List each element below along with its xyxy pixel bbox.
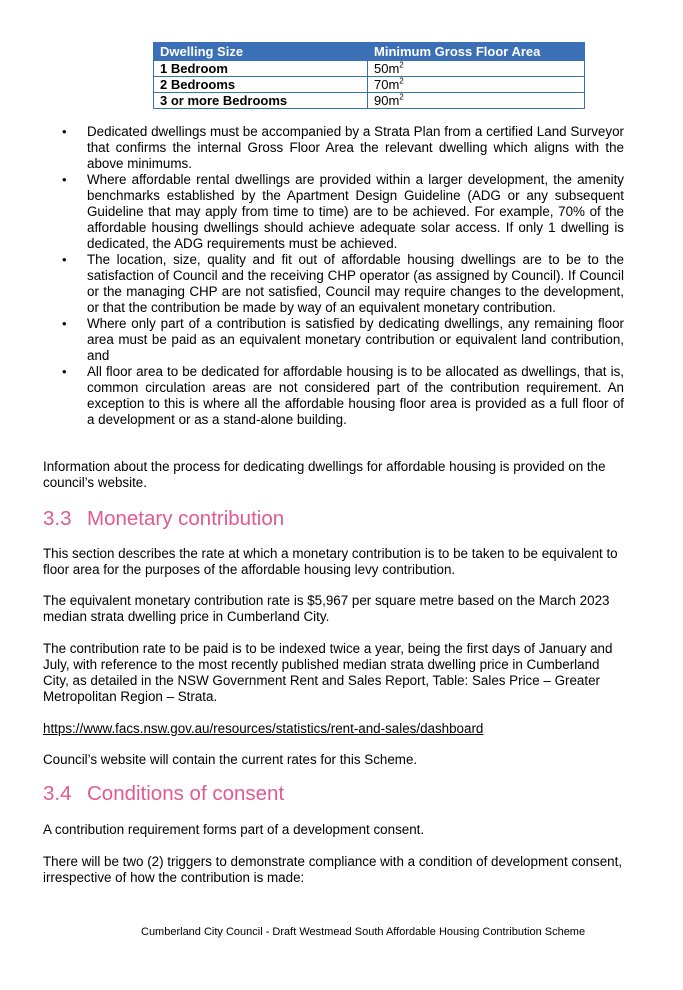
table-row bbox=[154, 77, 585, 93]
dedication-info-paragraph: Information about the process for dedicating dwellings for affordable housing is provided on the council’s website. bbox=[43, 459, 606, 490]
table-row bbox=[154, 61, 585, 77]
list-item: • Where only part of a contribution is satisfied by dedicating dwellings, any remaining floor area must be paid as an equivalent monetary contribution or equivalent land contribution, and bbox=[62, 316, 624, 363]
list-item: • All floor area to be dedicated for affordable housing is to be allocated as dwellings, that is, common circulation areas are not considered part of the contribution requirement. An exception to this is where all the affordable housing floor area is provided as a full floor of a development or as a stand-alone building. bbox=[62, 364, 624, 427]
requirements-bullet-list bbox=[43, 124, 624, 428]
table-header-row bbox=[154, 43, 585, 61]
list-item: • The location, size, quality and fit out of affordable housing dwellings are to be to the satisfaction of Council and the receiving CHP operator (as assigned by Council). If Council or the managing CHP are not satisfied, Council may require changes to the development, or that the contribution be made by way of an equivalent monetary contribution. bbox=[62, 252, 624, 315]
bullet-icon: • bbox=[62, 364, 67, 379]
current-rates-paragraph: Council’s website will contain the current rates for this Scheme. bbox=[43, 752, 418, 767]
rent-sales-link-line bbox=[43, 721, 625, 737]
section-3-4-intro: A contribution requirement forms part of a development consent. bbox=[43, 822, 425, 837]
bullet-icon: • bbox=[62, 252, 67, 267]
list-item: • Dedicated dwellings must be accompanied by a Strata Plan from a certified Land Surveyor that confirms the internal Gross Floor Area the relevant dwelling which aligns with the above minimums. bbox=[62, 124, 624, 171]
bullet-icon: • bbox=[62, 124, 67, 139]
table-cell-size: 3 or more Bedrooms bbox=[154, 93, 368, 109]
section-heading-3-3: 3.3 Monetary contribution bbox=[43, 507, 285, 530]
table-cell-area: $70m^2$ bbox=[368, 77, 585, 93]
table-row bbox=[154, 93, 585, 109]
floor-area-table bbox=[153, 42, 585, 109]
bullet-icon: • bbox=[62, 172, 67, 187]
indexation-paragraph: The contribution rate to be paid is to be indexed twice a year, being the first days of January and July, with reference to the most recently published median strata dwelling price in Cumberland City, as detailed in the NSW Government Rent and Sales Report, Table: Sales Price – Greater Metropolitan Region – Strata. bbox=[43, 641, 613, 704]
section-heading-3-4: 3.4 Conditions of consent bbox=[43, 782, 285, 805]
bullet-icon: • bbox=[62, 316, 67, 331]
table-header-dwelling-size: Dwelling Size bbox=[154, 43, 368, 61]
table-header-min-gfa: Minimum Gross Floor Area bbox=[368, 43, 585, 61]
list-item: • Where affordable rental dwellings are provided within a larger development, the amenity benchmarks established by the Apartment Design Guideline (ADG or any subsequent Guideline that may apply from time to time) are to be achieved. For example, 70% of the affordable housing dwellings should achieve adequate solar access. If only 1 dwelling is dedicated, the ADG requirements must be achieved. bbox=[62, 172, 624, 251]
table-cell-area: $50m^2$ bbox=[368, 61, 585, 77]
table-cell-size: 1 Bedroom bbox=[154, 61, 368, 77]
triggers-paragraph: There will be two (2) triggers to demonstrate compliance with a condition of development consent, irrespective of how the contribution is made: bbox=[43, 854, 623, 885]
page-footer: Cumberland City Council - Draft Westmead South Affordable Housing Contribution Scheme bbox=[141, 926, 586, 938]
table-cell-size: 2 Bedrooms bbox=[154, 77, 368, 93]
contribution-rate-paragraph: The equivalent monetary contribution rate is $5,967 per square metre based on the March 2023 median strata dwelling price in Cumberland City. bbox=[43, 593, 610, 624]
section-3-3-intro: This section describes the rate at which a monetary contribution is to be taken to be equivalent to floor area for the purposes of the affordable housing levy contribution. bbox=[43, 546, 618, 577]
table-cell-area: $90m^2$ bbox=[368, 93, 585, 109]
rent-sales-dashboard-link[interactable]: https://www.facs.nsw.gov.au/resources/statistics/rent-and-sales/dashboard bbox=[43, 721, 484, 736]
